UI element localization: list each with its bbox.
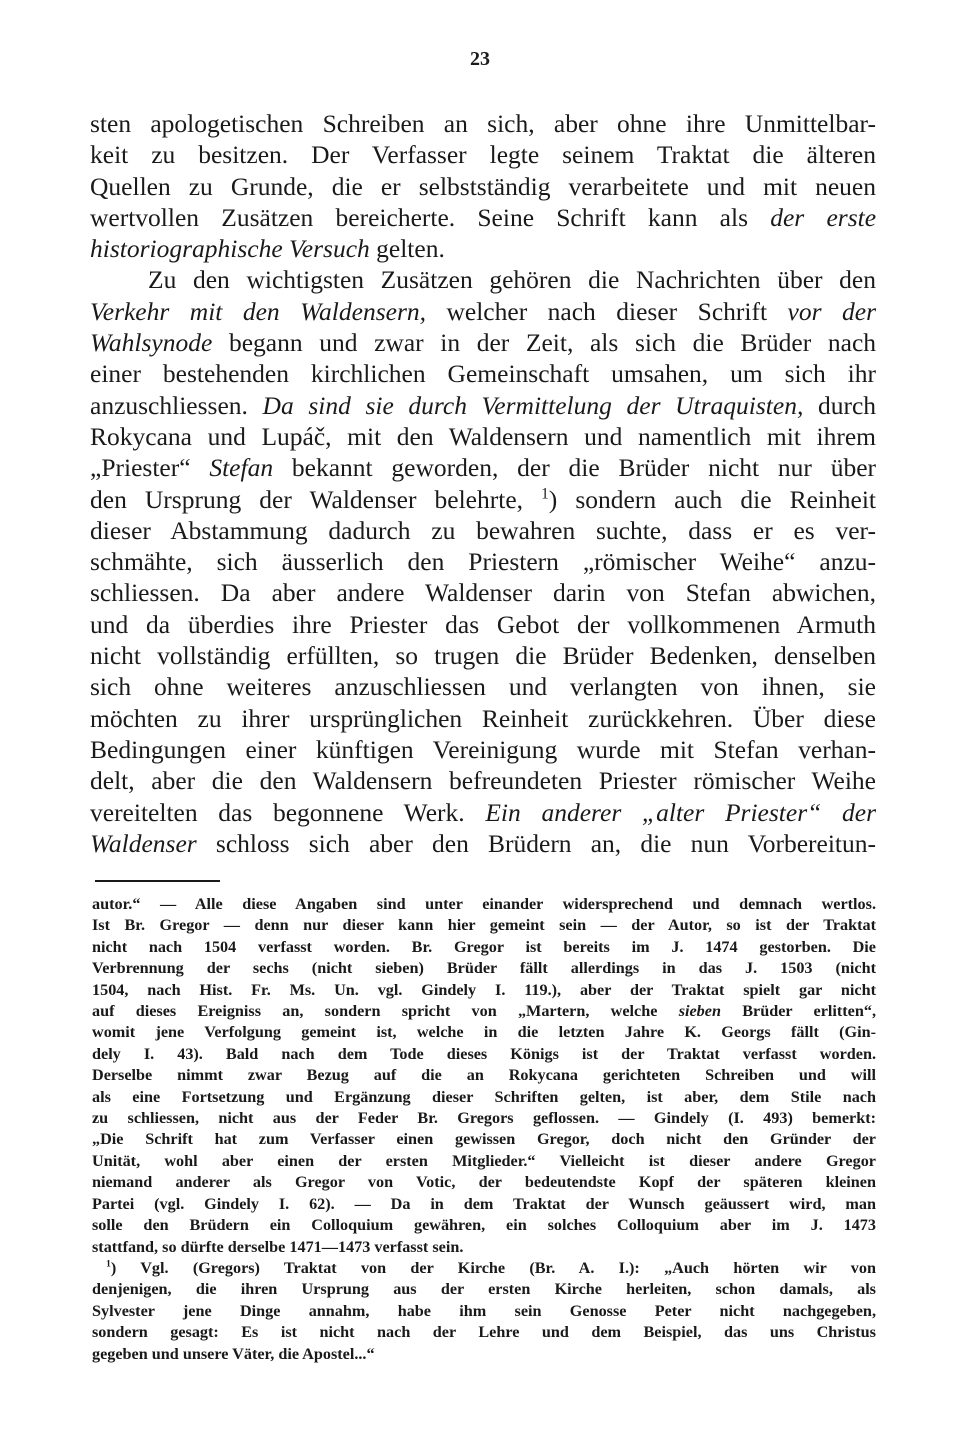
text: wertvollen Zusätzen bereicherte. Seine Schrift kann als — [90, 202, 748, 232]
footnote-line: Partei (vgl. Gindely I. 62). — Da in dem Traktat der Wunsch geäussert wird, man — [92, 1194, 876, 1213]
footnote-line: „Die Schrift hat zum Verfasser einen gewissen Gregor, doch nicht den Gründer der — [92, 1130, 876, 1149]
body-line — [90, 703, 876, 734]
text: auf dieses Ereigniss an, sondern spricht von „Martern, welche — [92, 1002, 658, 1021]
body-line — [90, 202, 876, 233]
body-line — [90, 546, 876, 577]
emphasis: Da sind sie durch Vermittelung der Utraquisten, — [262, 390, 804, 420]
footnote-line: Sylvester jene Dinge annahm, habe ihm sein Genosse Peter nicht nachgegeben, — [92, 1301, 876, 1320]
body-line — [90, 327, 876, 358]
text: „Priester“ — [90, 453, 191, 483]
text: durch — [817, 390, 877, 420]
footnote-line: Verbrennung der sechs (nicht sieben) Brüder fällt allerdings in das J. 1503 (nicht — [92, 959, 876, 978]
footnote-line: gegeben und unsere Väter, die Apostel...“ — [92, 1344, 375, 1363]
text: nicht vollständig erfüllten, so trugen die Brüder Bedenken, denselben — [90, 641, 876, 671]
text: möchten zu ihrer ursprünglichen Reinheit zurückkehren. Über diese — [90, 703, 876, 733]
emphasis: Stefan — [209, 453, 274, 483]
emphasis: Verkehr mit den Waldensern, — [90, 296, 426, 326]
text: Brüder erlitten“, — [742, 1002, 877, 1021]
footnote-line: niemand anderer als Gregor von Votic, der bedeutendste Kopf der späteren kleinen — [92, 1173, 876, 1192]
text: dieser Abstammung dadurch zu bewahren suchte, dass er es ver- — [90, 515, 876, 545]
emphasis: historiographische Versuch — [90, 234, 370, 264]
text: Quellen zu Grunde, die er selbstständig verarbeitete und mit neuen — [90, 171, 876, 201]
text: schmähte, sich äusserlich den Priestern „römischer Weihe“ anzu- — [90, 547, 876, 577]
text: begann und zwar in der Zeit, als sich die Brüder nach — [228, 328, 877, 358]
footnote-line: nicht nach 1504 verfasst worden. Br. Gregor ist bereits im J. 1474 gestorben. Die — [92, 937, 876, 956]
body-line — [90, 452, 876, 483]
body-line — [90, 484, 876, 515]
footnote-marker: 1 — [541, 485, 549, 503]
emphasis: Ein anderer „alter Priester“ der — [485, 797, 876, 827]
body-text — [90, 108, 876, 859]
body-line — [90, 577, 876, 608]
emphasis: sieben — [678, 1002, 721, 1021]
text: Rokycana und Lupáč, mit den Waldensern und namentlich mit ihrem — [90, 421, 876, 451]
text: einer bestehenden kirchlichen Gemeinschaft umsahen, um sich ihr — [90, 359, 876, 389]
text: Zu den wichtigsten Zusätzen gehören die Nachrichten über den — [148, 265, 876, 295]
footnote-line: autor.“ — Alle diese Angaben sind unter einander widersprechend und demnach wertlos. — [92, 895, 876, 913]
text: anzuschliessen. — [90, 390, 248, 420]
body-line — [90, 765, 876, 796]
body-line — [90, 108, 876, 139]
emphasis: vor der — [787, 296, 877, 326]
footnote-line: als eine Fortsetzung und Ergänzung dieser Schriften gelten, ist aber, dem Stile nach — [92, 1087, 876, 1106]
footnote-line: dely I. 43). Bald nach dem Tode dieses Königs ist der Traktat verfasst worden. — [92, 1044, 876, 1063]
text: Bedingungen einer künftigen Vereinigung wurde mit Stefan verhan- — [90, 734, 876, 764]
footnote-line — [92, 1258, 876, 1279]
body-line — [90, 734, 876, 765]
emphasis: Waldenser — [90, 828, 197, 858]
body-line — [90, 139, 876, 170]
text: ) sondern auch die Reinheit — [548, 484, 876, 514]
body-line — [90, 797, 876, 828]
footnote-line: Derselbe nimmt zwar Bezug auf die an Rokycana gerichteten Schreiben und will — [92, 1066, 876, 1085]
body-line — [90, 640, 876, 671]
footnote-line: solle den Brüdern ein Colloquium gewähren, ein solches Colloquium aber im J. 1473 — [92, 1216, 876, 1235]
footnote-separator — [95, 880, 220, 882]
text: ) Vgl. (Gregors) Traktat von der Kirche (Br. A. I.): „Auch hörten wir von — [110, 1258, 876, 1277]
body-line — [90, 515, 876, 546]
body-line — [90, 233, 876, 264]
footnote-line — [92, 1001, 876, 1022]
footnote-line: stattfand, so dürfte derselbe 1471—1473 verfasst sein. — [92, 1237, 464, 1256]
footnote-line: Ist Br. Gregor — denn nur dieser kann hier gemeint sein — der Autor, so ist der Traktat — [92, 916, 876, 935]
body-line — [90, 421, 876, 452]
footnote-line: zu schliessen, nicht aus der Feder Br. Gregors geflossen. — Gindely (I. 493) bemerkt: — [92, 1109, 876, 1128]
text: welcher nach dieser Schrift — [446, 296, 768, 326]
footnotes — [92, 894, 876, 1365]
text: gelten. — [376, 234, 445, 264]
text: delt, aber die den Waldensern befreundeten Priester römischer Weihe — [90, 766, 876, 796]
footnote-line: Unität, wohl aber einen der ersten Mitglieder.“ Vielleicht ist dieser andere Gregor — [92, 1151, 876, 1170]
footnote-line: 1504, nach Hist. Fr. Ms. Un. vgl. Gindely I. 119.), aber der Traktat spielt gar nicht — [92, 980, 876, 999]
body-line — [90, 296, 876, 327]
text: sich ohne weiteres anzuschliessen und verlangten von ihnen, sie — [90, 672, 876, 702]
emphasis: der erste — [770, 202, 877, 232]
text: schliessen. Da aber andere Waldenser darin von Stefan abwichen, — [90, 578, 876, 608]
text: keit zu besitzen. Der Verfasser legte seinem Traktat die älteren — [90, 140, 876, 170]
text: schloss sich aber den Brüdern an, die nun Vorbereitun- — [215, 828, 876, 858]
emphasis: Wahlsynode — [90, 328, 213, 358]
footnote-marker: 1 — [106, 1258, 111, 1270]
body-line — [90, 609, 876, 640]
footnote-line: womit jene Verfolgung gemeint ist, welche in die letzten Jahre K. Georgs fällt (Gin- — [92, 1023, 876, 1042]
body-line — [90, 358, 876, 389]
body-line — [90, 828, 876, 859]
body-line — [90, 264, 876, 295]
text: bekannt geworden, der die Brüder nicht nur über — [291, 453, 877, 483]
page-number: 23 — [470, 48, 490, 70]
text: den Ursprung der Waldenser belehrte, — [90, 484, 524, 514]
text: und da überdies ihre Priester das Gebot der vollkommenen Armuth — [90, 609, 876, 639]
body-line — [90, 171, 876, 202]
text: vereitelten das begonnene Werk. — [90, 797, 465, 827]
footnote-line: denjenigen, die ihren Ursprung aus der ersten Kirche herleiten, schon damals, als — [92, 1280, 876, 1299]
text: sten apologetischen Schreiben an sich, aber ohne ihre Unmittelbar- — [90, 109, 876, 138]
body-line — [90, 671, 876, 702]
footnote-line: sondern gesagt: Es ist nicht nach der Lehre und dem Beispiel, das uns Christus — [92, 1323, 876, 1342]
body-line — [90, 390, 876, 421]
